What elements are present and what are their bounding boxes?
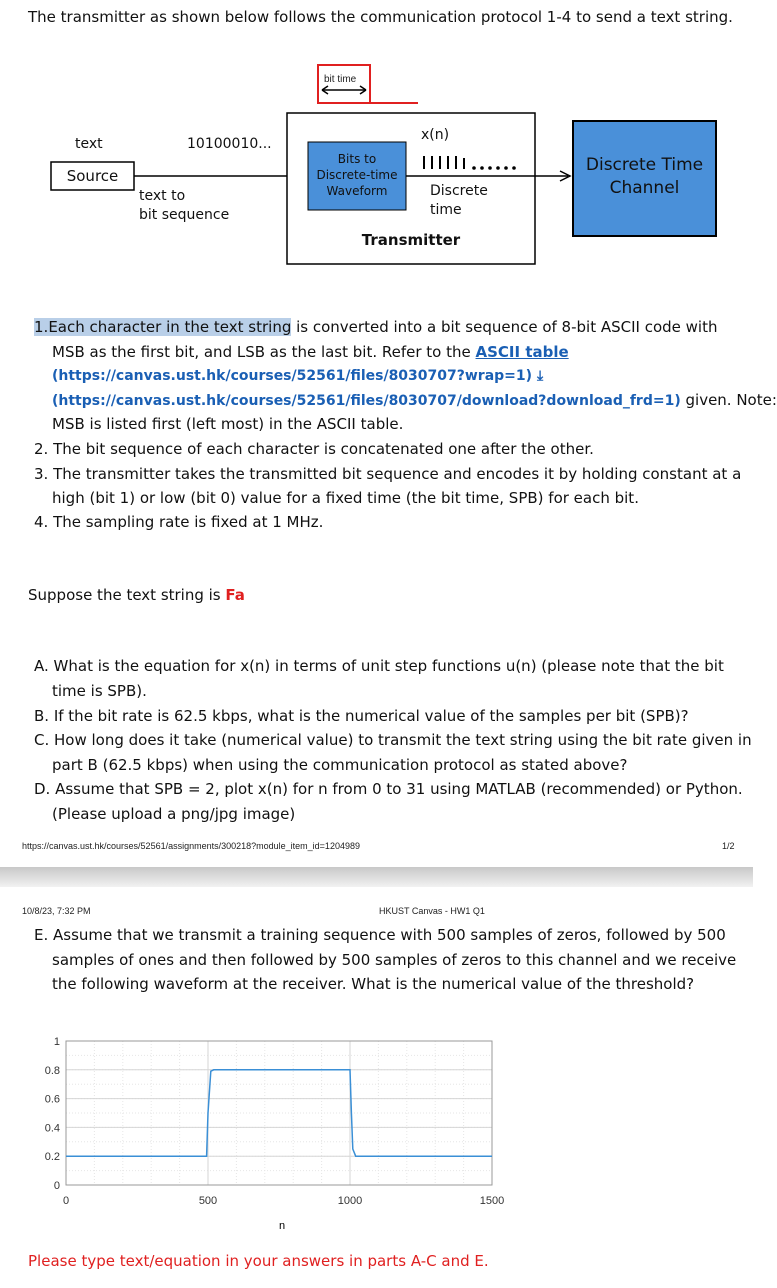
- item1-highlight: Each character in the text string: [48, 318, 292, 336]
- question-c: C. How long does it take (numerical value) to transmit the text string using the bit rate given in: [34, 731, 752, 749]
- chart-x-tick-label: 0: [62, 1195, 70, 1207]
- chart-y-tick-label: 0.6: [44, 1093, 60, 1106]
- header-title: HKUST Canvas - HW1 Q1: [379, 906, 485, 916]
- ascii-link-url-2[interactable]: (https://canvas.ust.hk/courses/52561/files/8030707/download?download_frd=1): [52, 393, 681, 409]
- protocol-item-1-line3: [52, 388, 777, 413]
- chart-x-tick-label: 1500: [479, 1195, 505, 1207]
- protocol-item-1-line2: [52, 340, 569, 364]
- protocol-item-2: 2. The bit sequence of each character is concatenated one after the other.: [34, 440, 594, 458]
- item1-line2: MSB as the first bit, and LSB as the last bit. Refer to the: [52, 343, 476, 361]
- xn-label: x(n): [421, 127, 450, 143]
- protocol-item-4: 4. The sampling rate is fixed at 1 MHz.: [34, 513, 324, 531]
- intro-text: The transmitter as shown below follows the communication protocol 1-4 to send a text string.: [28, 8, 733, 26]
- header-date: 10/8/23, 7:32 PM: [22, 906, 91, 916]
- discrete-label-line1: Discrete: [430, 183, 488, 199]
- bits-to-waveform-line1: Bits to: [337, 152, 377, 166]
- item1-rest: is converted into a bit sequence of 8-bit ASCII code with: [291, 318, 718, 336]
- page-break: [0, 867, 753, 887]
- question-a-line2: time is SPB).: [52, 682, 147, 700]
- question-b: B. If the bit rate is 62.5 kbps, what is the numerical value of the samples per bit (SPB)?: [34, 707, 689, 725]
- bits-to-waveform-line3: Waveform: [326, 184, 388, 198]
- source-label: Source: [66, 167, 119, 185]
- suppose-line: [28, 583, 245, 607]
- chart-x-tick-label: 500: [198, 1195, 218, 1207]
- chart-grid: [66, 1041, 492, 1185]
- text-string-value: Fa: [225, 586, 245, 604]
- chart-y-tick-label: 1: [53, 1036, 60, 1048]
- bits-to-waveform-text: [308, 151, 406, 199]
- question-c-line2: part B (62.5 kbps) when using the communication protocol as stated above?: [52, 756, 628, 774]
- question-d: D. Assume that SPB = 2, plot x(n) for n from 0 to 31 using MATLAB (recommended) or Python.: [34, 780, 743, 798]
- chart-y-tick-label: 0.4: [44, 1122, 60, 1135]
- channel-label-line1: Discrete Time: [585, 155, 704, 175]
- download-icon[interactable]: ⤓: [536, 368, 544, 384]
- bits-to-waveform-line2: Discrete-time: [316, 168, 398, 182]
- item1-line3-post: given. Note:: [680, 391, 777, 409]
- chart-y-tick-label: 0.8: [44, 1064, 60, 1077]
- closing-note: Please type text/equation in your answers in parts A-C and E.: [28, 1252, 489, 1270]
- suppose-prefix: Suppose the text string is: [28, 586, 226, 604]
- bits-label: 10100010...: [187, 136, 272, 152]
- discrete-label-line2: time: [430, 202, 462, 218]
- page-number: 1/2: [722, 841, 735, 851]
- chart-y-tick-label: 0.2: [44, 1151, 60, 1164]
- transmitter-label: Transmitter: [361, 231, 461, 249]
- protocol-item-1: [34, 315, 718, 339]
- channel-label-line2: Channel: [609, 178, 680, 198]
- chart-x-tick-label: 1000: [337, 1195, 363, 1207]
- protocol-item-3-line2: high (bit 1) or low (bit 0) value for a fixed time (the bit time, SPB) for each bit.: [52, 489, 639, 507]
- question-e-line2: samples of ones and then followed by 500 samples of zeros to this channel and we receive: [52, 951, 737, 969]
- received-waveform-chart: [0, 1025, 753, 1230]
- ascii-table-link[interactable]: ASCII table: [475, 343, 569, 361]
- ascii-link-url-1[interactable]: (https://canvas.ust.hk/courses/52561/files/8030707?wrap=1): [52, 368, 533, 384]
- protocol-item-1-line4: MSB is listed first (left most) in the ASCII table.: [52, 415, 404, 433]
- chart-y-tick-label: 0: [53, 1180, 60, 1192]
- question-e-line3: the following waveform at the receiver. What is the numerical value of the threshold?: [52, 975, 695, 993]
- footer-url: https://canvas.ust.hk/courses/52561/assignments/300218?module_item_id=1204989: [22, 841, 360, 851]
- text-to-bits-line2: bit sequence: [139, 207, 230, 223]
- question-e: E. Assume that we transmit a training sequence with 500 samples of zeros, followed by 500: [34, 926, 726, 944]
- question-d-line2: (Please upload a png/jpg image): [52, 805, 296, 823]
- ascii-link-wrap[interactable]: [52, 364, 543, 388]
- text-label: text: [75, 136, 103, 152]
- item1-num: 1.: [34, 318, 49, 336]
- bit-time-label: bit time: [324, 74, 357, 85]
- channel-label: [573, 154, 716, 200]
- protocol-item-3: 3. The transmitter takes the transmitted bit sequence and encodes it by holding constant at a: [34, 465, 742, 483]
- text-to-bits-line1: text to: [139, 188, 186, 204]
- question-a: A. What is the equation for x(n) in terms of unit step functions u(n) (please note that the bit: [34, 657, 724, 675]
- chart-x-axis-label: n: [278, 1220, 286, 1232]
